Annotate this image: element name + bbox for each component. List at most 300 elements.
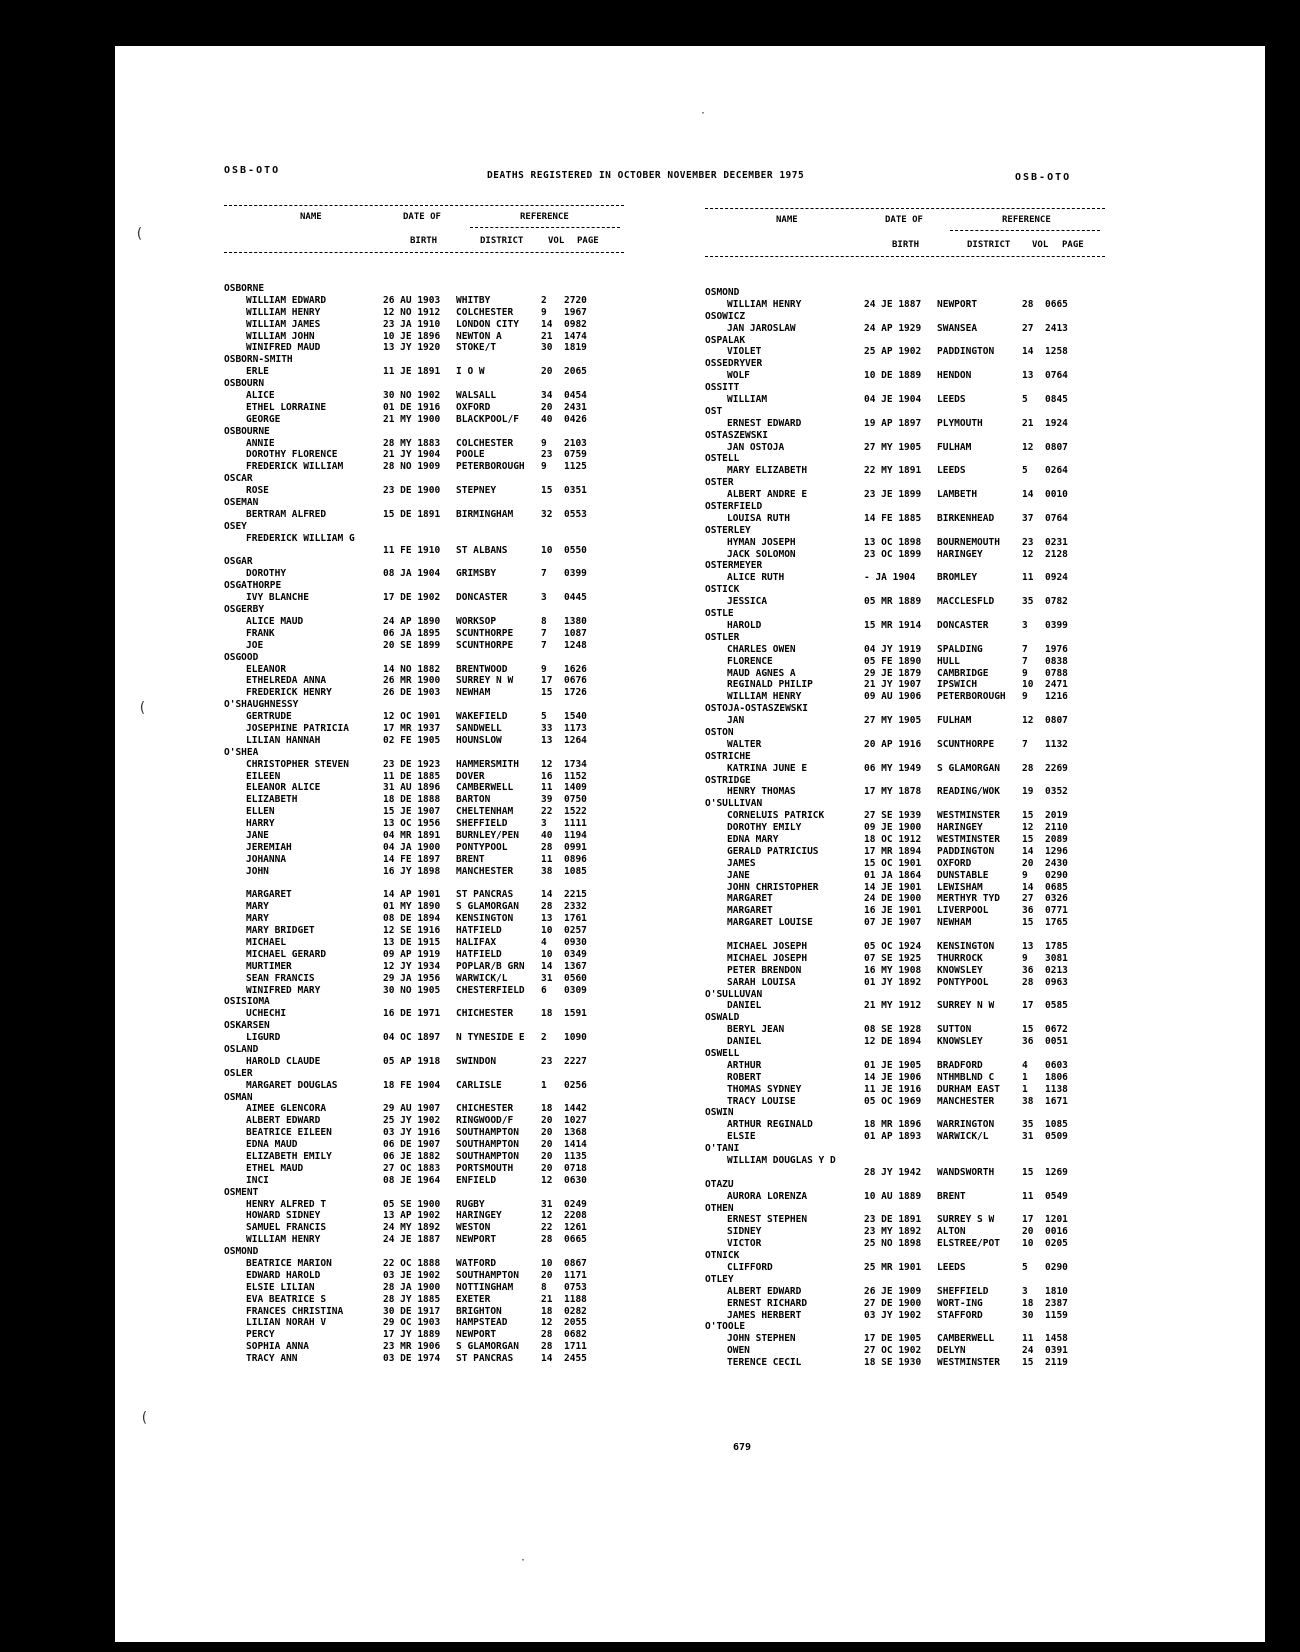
district: WATFORD [456, 1258, 497, 1270]
given-names: MARY BRIDGET [246, 925, 315, 937]
birth-date: 28 NO 1909 [383, 461, 441, 473]
birth-date: 06 JE 1882 [383, 1151, 441, 1163]
birth-date: 12 OC 1901 [383, 711, 441, 723]
col-district: DISTRICT [480, 236, 524, 246]
volume: 23 [541, 449, 553, 461]
death-entry [705, 596, 1105, 608]
death-entry [705, 810, 1105, 822]
death-entry [705, 1024, 1105, 1036]
given-names: WILLIAM [727, 394, 768, 406]
district: MACCLESFLD [937, 596, 995, 608]
surname: OSTRICHE [705, 750, 751, 762]
volume: 16 [541, 770, 553, 782]
district: KNOWSLEY [937, 1036, 983, 1048]
given-names: INCI [246, 1174, 269, 1186]
given-names: GERTRUDE [246, 711, 292, 723]
birth-date: 03 JY 1902 [864, 1309, 922, 1321]
given-names: MARGARET [727, 893, 773, 905]
page-ref: 0399 [564, 568, 587, 580]
volume: 21 [1022, 417, 1034, 429]
death-entry [705, 893, 1105, 905]
page-ref: 0326 [1045, 893, 1068, 905]
surname-heading [705, 358, 1105, 370]
death-entry [705, 1096, 1105, 1108]
volume: 28 [541, 1341, 553, 1353]
page-ref: 1367 [564, 960, 587, 972]
page-ref: 0867 [564, 1258, 587, 1270]
page-ref: 1085 [564, 865, 587, 877]
volume: 15 [1022, 917, 1034, 929]
page-ref: 0982 [564, 318, 587, 330]
volume: 17 [1022, 1214, 1034, 1226]
volume: 28 [1022, 298, 1034, 310]
page-ref: 0753 [564, 1281, 587, 1293]
district: DONCASTER [937, 619, 989, 631]
district: NTHMBLND C [937, 1071, 995, 1083]
district: CHICHESTER [456, 1103, 514, 1115]
birth-date: 30 NO 1905 [383, 984, 441, 996]
district: NOTTINGHAM [456, 1281, 514, 1293]
surname: OSSITT [705, 382, 740, 394]
volume: 1 [1022, 1071, 1028, 1083]
district: SCUNTHORPE [456, 627, 514, 639]
death-entry [224, 854, 614, 866]
page-ref: 0807 [1045, 715, 1068, 727]
given-names: ELSIE LILIAN [246, 1281, 315, 1293]
surname: OSGOOD [224, 651, 259, 663]
surname-heading [705, 1048, 1105, 1060]
birth-date: 11 JE 1916 [864, 1083, 922, 1095]
death-entry [705, 1333, 1105, 1345]
district: IPSWICH [937, 679, 978, 691]
district: RUGBY [456, 1198, 485, 1210]
birth-date: 10 DE 1889 [864, 370, 922, 382]
death-entry [224, 592, 614, 604]
surname-heading [224, 283, 614, 295]
district: READING/WOK [937, 786, 1000, 798]
death-entry [224, 461, 614, 473]
given-names: WILLIAM HENRY [727, 298, 802, 310]
death-entry [224, 961, 614, 973]
given-names: ALICE RUTH [727, 572, 785, 584]
surname-heading [705, 287, 1105, 299]
death-entry [224, 1341, 614, 1353]
birth-date: 24 JE 1887 [864, 298, 922, 310]
volume: 4 [1022, 1059, 1028, 1071]
rule [950, 230, 1100, 231]
birth-date: 06 JA 1895 [383, 627, 441, 639]
volume: 5 [541, 711, 547, 723]
volume: 10 [1022, 1238, 1034, 1250]
surname: OSEMAN [224, 497, 259, 509]
death-entry [705, 870, 1105, 882]
surname: OSGATHORPE [224, 580, 282, 592]
surname-heading [705, 989, 1105, 1001]
page-ref: 0256 [564, 1079, 587, 1091]
birth-date: 15 JE 1907 [383, 806, 441, 818]
col-name: NAME [300, 212, 322, 222]
page-ref: 1171 [564, 1269, 587, 1281]
given-names: KATRINA JUNE E [727, 762, 808, 774]
volume: 9 [1022, 667, 1028, 679]
volume: 7 [541, 627, 547, 639]
birth-date: 14 NO 1882 [383, 663, 441, 675]
given-names: DOROTHY FLORENCE [246, 449, 338, 461]
district: ENFIELD [456, 1174, 497, 1186]
page-ref: 2720 [564, 294, 587, 306]
birth-date: 17 MY 1878 [864, 786, 922, 798]
page-ref: 0309 [564, 984, 587, 996]
death-entry [224, 842, 614, 854]
district: NEWTON A [456, 330, 502, 342]
death-entry [224, 1270, 614, 1282]
page-ref: 2089 [1045, 833, 1068, 845]
given-names: HAROLD CLAUDE [246, 1055, 321, 1067]
death-entry [705, 822, 1105, 834]
death-entry [705, 656, 1105, 668]
birth-date: 23 OC 1899 [864, 548, 922, 560]
district: KENSINGTON [456, 913, 514, 925]
punch-mark: ( [140, 1410, 149, 1426]
given-names: JAN JAROSLAW [727, 322, 796, 334]
volume: 9 [541, 437, 547, 449]
death-entry [224, 794, 614, 806]
page-ref: 0676 [564, 675, 587, 687]
death-entry [224, 1222, 614, 1234]
page-ref: 0349 [564, 948, 587, 960]
district: STEPNEY [456, 485, 497, 497]
death-entry [224, 1234, 614, 1246]
given-names: SOPHIA ANNA [246, 1341, 309, 1353]
birth-date: 22 OC 1888 [383, 1258, 441, 1270]
volume: 20 [541, 1139, 553, 1151]
volume: 12 [541, 1210, 553, 1222]
death-entry [224, 1329, 614, 1341]
page-ref: 1085 [1045, 1119, 1068, 1131]
death-entry [224, 759, 614, 771]
given-names: TRACY ANN [246, 1353, 298, 1365]
page-ref: 0213 [1045, 964, 1068, 976]
page-ref: 1810 [1045, 1285, 1068, 1297]
death-entry [705, 370, 1105, 382]
surname: OSTERMEYER [705, 560, 763, 572]
death-entry [705, 834, 1105, 846]
district: SHEFFIELD [456, 818, 508, 830]
surname-heading [705, 1143, 1105, 1155]
death-entry [224, 568, 614, 580]
district: OXFORD [937, 857, 972, 869]
death-entry [224, 1353, 614, 1365]
surname-heading [705, 798, 1105, 810]
volume: 3 [541, 818, 547, 830]
given-names: MICHAEL JOSEPH [727, 952, 808, 964]
volume: 20 [541, 1151, 553, 1163]
surname-heading [705, 430, 1105, 442]
district: HAMMERSMITH [456, 758, 519, 770]
death-entry [705, 1119, 1105, 1131]
page-ref: 2269 [1045, 762, 1068, 774]
birth-date: 05 MR 1889 [864, 596, 922, 608]
given-names: ETHEL MAUD [246, 1162, 304, 1174]
birth-date: 01 JE 1905 [864, 1059, 922, 1071]
col-reference: REFERENCE [520, 212, 569, 222]
birth-date: 16 JE 1901 [864, 905, 922, 917]
page-ref: 1711 [564, 1341, 587, 1353]
birth-date: 01 JA 1864 [864, 869, 922, 881]
page-ref: 0391 [1045, 1345, 1068, 1357]
given-names: ARTHUR [727, 1059, 762, 1071]
given-names: THOMAS SYDNEY [727, 1083, 802, 1095]
col-date-of: DATE OF [403, 212, 441, 222]
district: SUTTON [937, 1024, 972, 1036]
given-names: ELLEN [246, 806, 275, 818]
page-ref: 0718 [564, 1162, 587, 1174]
birth-date: 10 AU 1889 [864, 1190, 922, 1202]
volume: 40 [541, 413, 553, 425]
given-names: LOUISA RUTH [727, 512, 790, 524]
death-entry [224, 889, 614, 901]
volume: 3 [541, 592, 547, 604]
district: PETERBOROUGH [456, 461, 525, 473]
birth-date: 08 JA 1904 [383, 568, 441, 580]
surname-heading [705, 382, 1105, 394]
death-entry [705, 846, 1105, 858]
surname-heading [705, 751, 1105, 763]
birth-date: 08 JE 1964 [383, 1174, 441, 1186]
death-entry [705, 394, 1105, 406]
page-ref: 0788 [1045, 667, 1068, 679]
surname-heading [224, 354, 614, 366]
page-ref: 0585 [1045, 1000, 1068, 1012]
death-entry [705, 965, 1105, 977]
death-entry [705, 679, 1105, 691]
volume: 12 [1022, 822, 1034, 834]
district: CAMBERWELL [937, 1333, 995, 1345]
volume: 28 [1022, 976, 1034, 988]
given-names: EVA BEATRICE S [246, 1293, 327, 1305]
death-entry [705, 1298, 1105, 1310]
death-entry [705, 489, 1105, 501]
given-names: ARTHUR REGINALD [727, 1119, 813, 1131]
birth-date: 11 FE 1910 [383, 544, 441, 556]
volume: 20 [541, 1162, 553, 1174]
volume: 35 [1022, 596, 1034, 608]
district: MERTHYR TYD [937, 893, 1000, 905]
given-names: FREDERICK WILLIAM G [246, 532, 355, 544]
volume: 22 [541, 806, 553, 818]
volume: 9 [1022, 952, 1028, 964]
district: BOURNEMOUTH [937, 536, 1000, 548]
given-names: MARY [246, 913, 269, 925]
death-entry [224, 628, 614, 640]
birth-date: 13 JY 1920 [383, 342, 441, 354]
death-entry [705, 1262, 1105, 1274]
district: BRENT [937, 1190, 966, 1202]
page-ref: 2430 [1045, 857, 1068, 869]
birth-date: 23 DE 1900 [383, 485, 441, 497]
surname: OSBOURNE [224, 425, 270, 437]
death-entry [705, 786, 1105, 798]
district: PETERBOROUGH [937, 691, 1006, 703]
given-names: LIGURD [246, 1032, 281, 1044]
volume: 15 [1022, 833, 1034, 845]
death-entry [705, 1345, 1105, 1357]
birth-date: 21 JY 1907 [864, 679, 922, 691]
given-names: WILLIAM DOUGLAS Y D [727, 1155, 836, 1167]
page-ref: 2332 [564, 901, 587, 913]
page-ref: 0445 [564, 592, 587, 604]
district: SURREY N W [456, 675, 514, 687]
volume: 20 [541, 366, 553, 378]
birth-date: 07 JE 1907 [864, 917, 922, 929]
death-entry [224, 949, 614, 961]
volume: 38 [1022, 1095, 1034, 1107]
given-names: GERALD PATRICIUS [727, 845, 819, 857]
volume: 11 [1022, 1190, 1034, 1202]
birth-date: 13 DE 1915 [383, 936, 441, 948]
birth-date: 15 MR 1914 [864, 619, 922, 631]
death-entry [705, 1155, 1105, 1167]
page-ref: 1296 [1045, 845, 1068, 857]
birth-date: 03 DE 1974 [383, 1353, 441, 1365]
death-entry [705, 1238, 1105, 1250]
page-ref: 0807 [1045, 441, 1068, 453]
death-entry [224, 1317, 614, 1329]
district: DOVER [456, 770, 485, 782]
surname: O'SULLUVAN [705, 988, 763, 1000]
volume: 31 [541, 1198, 553, 1210]
surname-heading [224, 1068, 614, 1080]
page-ref: 2413 [1045, 322, 1068, 334]
given-names: JOHN CHRISTOPHER [727, 881, 819, 893]
death-entry [224, 687, 614, 699]
birth-date: 25 JY 1902 [383, 1115, 441, 1127]
surname: OSISIOMA [224, 996, 270, 1008]
birth-date: 18 OC 1912 [864, 833, 922, 845]
surname: OTHEN [705, 1202, 734, 1214]
rule [705, 208, 1105, 209]
given-names: SARAH LOUISA [727, 976, 796, 988]
given-names: LILIAN NORAH V [246, 1317, 327, 1329]
volume: 9 [541, 663, 547, 675]
page-ref: 1414 [564, 1139, 587, 1151]
surname: OSTLE [705, 608, 734, 620]
surname-heading [224, 747, 614, 759]
birth-date: 17 JY 1889 [383, 1329, 441, 1341]
district: PADDINGTON [937, 845, 995, 857]
death-entry [705, 1000, 1105, 1012]
district: SURREY N W [937, 1000, 995, 1012]
district: STOKE/T [456, 342, 497, 354]
district: BIRMINGHAM [456, 508, 514, 520]
death-entry [705, 953, 1105, 965]
page-ref: 2387 [1045, 1297, 1068, 1309]
page-ref: 0264 [1045, 465, 1068, 477]
birth-date: 05 SE 1900 [383, 1198, 441, 1210]
surname-heading [705, 406, 1105, 418]
surname-heading [224, 426, 614, 438]
given-names: MAUD AGNES A [727, 667, 796, 679]
death-entry [705, 465, 1105, 477]
volume: 14 [1022, 489, 1034, 501]
page-ref: 0759 [564, 449, 587, 461]
volume: 15 [1022, 1357, 1034, 1369]
given-names: ERNEST EDWARD [727, 417, 802, 429]
given-names: ELIZABETH [246, 794, 298, 806]
given-names: SAMUEL FRANCIS [246, 1222, 327, 1234]
volume: 33 [541, 722, 553, 734]
district: MANCHESTER [937, 1095, 995, 1107]
district: DURHAM EAST [937, 1083, 1000, 1095]
punch-mark: ( [138, 700, 147, 716]
given-names: ETHEL LORRAINE [246, 401, 327, 413]
surname: O'SHEA [224, 746, 259, 758]
birth-date: 11 DE 1885 [383, 770, 441, 782]
surname: OSTLER [705, 631, 740, 643]
page-ref: 2128 [1045, 548, 1068, 560]
given-names: CLIFFORD [727, 1262, 773, 1274]
page-ref: 0665 [1045, 298, 1068, 310]
death-entry [224, 1258, 614, 1270]
surname: OSBORNE [224, 283, 265, 294]
birth-date: 30 NO 1902 [383, 390, 441, 402]
district: SWINDON [456, 1055, 497, 1067]
surname-heading [705, 1107, 1105, 1119]
volume: 4 [541, 936, 547, 948]
page-ref: 1522 [564, 806, 587, 818]
death-entry [224, 901, 614, 913]
district: GRIMSBY [456, 568, 497, 580]
birth-date: 21 MY 1912 [864, 1000, 922, 1012]
district: POPLAR/B GRN [456, 960, 525, 972]
page-ref: 1474 [564, 330, 587, 342]
page-ref: 1264 [564, 734, 587, 746]
surname: OSCAR [224, 473, 253, 485]
surname-heading [705, 311, 1105, 323]
birth-date: 10 JE 1896 [383, 330, 441, 342]
volume: 17 [1022, 1000, 1034, 1012]
surname-heading [224, 556, 614, 568]
death-entry [705, 858, 1105, 870]
page-ref: 1194 [564, 829, 587, 841]
birth-date: 09 AP 1919 [383, 948, 441, 960]
page-ref: 1924 [1045, 417, 1068, 429]
birth-date: 16 MY 1908 [864, 964, 922, 976]
volume: 23 [541, 1055, 553, 1067]
volume: 10 [541, 925, 553, 937]
volume: 20 [1022, 857, 1034, 869]
death-entry [224, 1056, 614, 1068]
birth-date: - JA 1904 [864, 572, 916, 584]
page-ref: 0352 [1045, 786, 1068, 798]
page-ref: 0399 [1045, 619, 1068, 631]
given-names: MARGARET [727, 905, 773, 917]
district: HAMPSTEAD [456, 1317, 508, 1329]
page-ref: 0249 [564, 1198, 587, 1210]
page-ref: 0845 [1045, 394, 1068, 406]
given-names: JAN [727, 715, 745, 727]
page-ref: 0682 [564, 1329, 587, 1341]
birth-date: 08 SE 1928 [864, 1024, 922, 1036]
birth-date: 29 OC 1903 [383, 1317, 441, 1329]
page-ref: 1819 [564, 342, 587, 354]
district: WESTMINSTER [937, 1357, 1000, 1369]
death-entry [224, 1080, 614, 1092]
page-ref: 1261 [564, 1222, 587, 1234]
birth-date: 24 AP 1929 [864, 322, 922, 334]
birth-date: 31 AU 1896 [383, 782, 441, 794]
district: CAMBRIDGE [937, 667, 989, 679]
